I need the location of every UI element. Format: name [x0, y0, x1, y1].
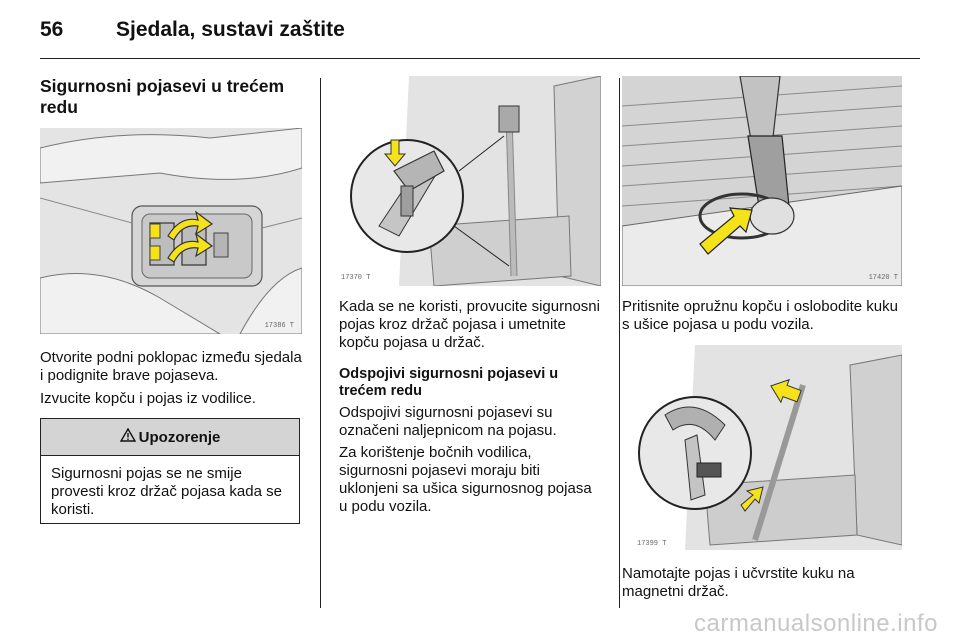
- page-number: 56: [40, 18, 64, 41]
- column-divider-2: [619, 78, 620, 608]
- chapter-title: Sjedala, sustavi zaštite: [116, 18, 345, 41]
- subheading: Odspojivi sigurnosni pojasevi u trećem redu: [339, 366, 559, 399]
- section-title: Sigurnosni pojasevi u trećem redu: [40, 76, 285, 117]
- warning-header: [41, 419, 299, 456]
- figure-code: 17386 T: [264, 322, 294, 330]
- warning-box: [40, 418, 300, 524]
- warning-triangle-icon: [120, 428, 136, 446]
- paragraph: Pritisnite opružnu kopču i oslobodite kuku s ušice pojasa u podu vozila.: [622, 298, 898, 333]
- figure-belt-holder: [339, 76, 601, 286]
- column-1: [40, 76, 302, 118]
- figure-code: 17420 T: [868, 274, 898, 282]
- column-divider-1: [320, 78, 321, 608]
- figure-magnetic-holder: [635, 345, 902, 550]
- paragraph: Odspojivi sigurnosni pojasevi su označeni naljepnicom na pojasu.: [339, 404, 557, 439]
- warning-title: Upozorenje: [138, 428, 221, 446]
- paragraph: Namotajte pojas i učvrstite kuku na magnetni držač.: [622, 565, 855, 600]
- paragraph: Otvorite podni poklopac između sjedala i podignite brave pojaseva.: [40, 349, 302, 384]
- watermark: carmanualsonline.info: [694, 610, 938, 637]
- figure-floor-cover: [40, 128, 302, 334]
- page-header: [40, 18, 920, 58]
- figure-code: 17399 T: [637, 540, 667, 548]
- paragraph: Za korištenje bočnih vodilica, sigurnosni pojasevi moraju biti uklonjeni sa ušica sigurnosnog pojasa u podu vozila.: [339, 444, 592, 515]
- figure-code: 17370 T: [341, 274, 371, 282]
- figure-floor-eyelet: [622, 76, 902, 286]
- warning-text: Sigurnosni pojas se ne smije provesti kroz držač pojasa kada se koristi.: [51, 465, 282, 518]
- paragraph: Izvucite kopču i pojas iz vodilice.: [40, 390, 256, 407]
- header-rule: [40, 58, 920, 59]
- paragraph: Kada se ne koristi, provucite sigurnosni pojas kroz držač pojasa i umetnite kopču pojasa u držač.: [339, 298, 600, 351]
